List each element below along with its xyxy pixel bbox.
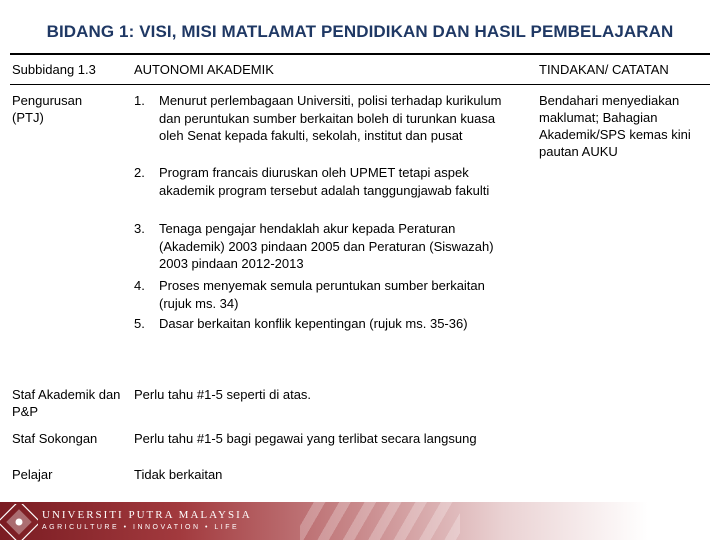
header-tindakan: TINDAKAN/ CATATAN xyxy=(539,62,669,77)
header-subbidang: Subbidang 1.3 xyxy=(12,62,96,77)
row-label-staf-sokongan: Staf Sokongan xyxy=(12,431,98,446)
row-label-pelajar: Pelajar xyxy=(12,467,53,482)
action-note: Bendahari menyediakan maklumat; Bahagian Akademik/SPS kemas kini pautan AUKU xyxy=(539,93,691,159)
row-text-staf-sokongan: Perlu tahu #1-5 bagi pegawai yang terlibat secara langsung xyxy=(134,431,477,446)
row-text-pelajar: Tidak berkaitan xyxy=(134,467,223,482)
header-autonomi: AUTONOMI AKADEMIK xyxy=(134,62,274,77)
row-label-staf-akademik: Staf Akademik dan P&P xyxy=(12,387,121,419)
table-top-border xyxy=(10,53,710,55)
footer-university-name: UNIVERSITI PUTRA MALAYSIA xyxy=(42,509,252,521)
row-text-staf-akademik: Perlu tahu #1-5 seperti di atas. xyxy=(134,387,312,402)
item-text: Program francais diuruskan oleh UPMET tetapi aspek akademik program tersebut adalah tanggungjawab fakulti xyxy=(159,165,490,198)
item-text: Tenaga pengajar hendaklah akur kepada Peraturan (Akademik) 2003 pindaan 2005 dan Peraturan (Siswazah) 2003 pindaan 2012-2013 xyxy=(159,221,494,271)
header-divider xyxy=(10,84,710,85)
upm-crest-icon xyxy=(0,504,38,540)
item-number: 1. xyxy=(134,93,145,108)
row-label-pengurusan: Pengurusan (PTJ) xyxy=(12,93,83,125)
item-number: 2. xyxy=(134,165,145,180)
item-text: Proses menyemak semula peruntukan sumber berkaitan (rujuk ms. 34) xyxy=(159,278,485,311)
page-title: BIDANG 1: VISI, MISI MATLAMAT PENDIDIKAN DAN HASIL PEMBELAJARAN xyxy=(46,22,674,41)
footer-decoration xyxy=(300,502,460,540)
item-text: Dasar berkaitan konflik kepentingan (rujuk ms. 35-36) xyxy=(159,316,468,331)
item-number: 3. xyxy=(134,221,145,236)
footer-tagline: AGRICULTURE • INNOVATION • LIFE xyxy=(42,524,240,531)
item-number: 4. xyxy=(134,278,145,293)
item-text: Menurut perlembagaan Universiti, polisi terhadap kurikulum dan peruntukan sumber berkaitan boleh di turunkan kuasa oleh Senat kepada fakulti, sekolah, institut dan pusat xyxy=(159,93,502,143)
item-number: 5. xyxy=(134,316,145,331)
